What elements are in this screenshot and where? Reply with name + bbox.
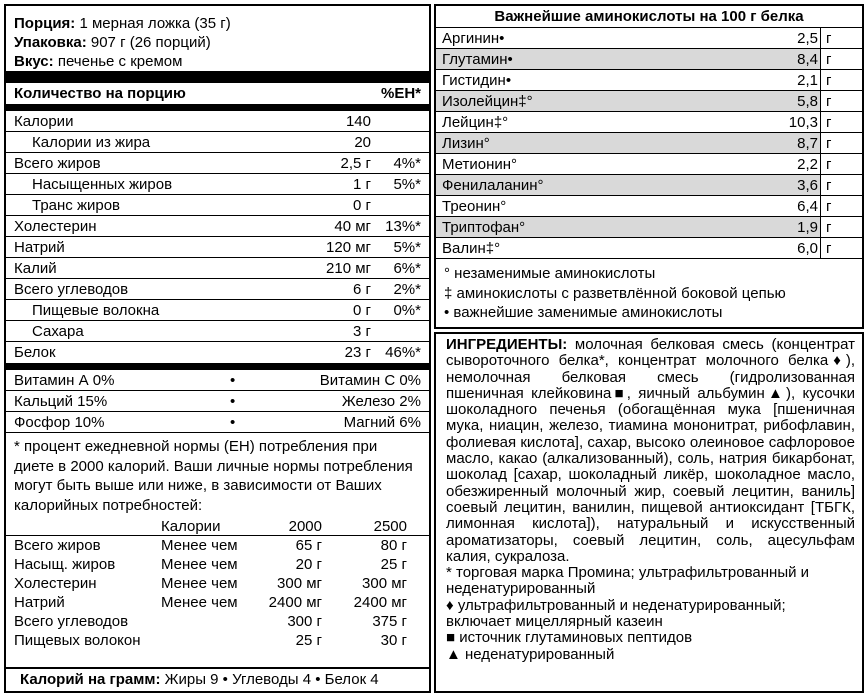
- nutrient-name: Калории: [14, 113, 74, 130]
- daily-value-cell: 30 г: [380, 632, 407, 649]
- amino-name: Валин‡°: [442, 240, 501, 257]
- ingredient-note: * торговая марка Промина; ультрафильтрованный и неденатурированный: [446, 564, 810, 598]
- amino-name: Метионин°: [442, 156, 518, 173]
- nutrient-percent: 6%*: [393, 260, 421, 277]
- daily-value-row: [6, 574, 429, 593]
- amino-name: Гистидин•: [442, 72, 512, 89]
- amino-unit: г: [826, 198, 832, 215]
- serving-info: [6, 6, 429, 71]
- ingredients-panel: [434, 332, 864, 693]
- amino-unit: г: [826, 177, 832, 194]
- vitamin-right: Магний 6%: [343, 414, 421, 431]
- nutrient-name: Калий: [14, 260, 57, 277]
- daily-value-row: [6, 612, 429, 631]
- amino-name: Лизин°: [442, 135, 490, 152]
- daily-value-cell: Всего углеводов: [14, 613, 129, 630]
- nutrient-name: Натрий: [14, 239, 65, 256]
- nutrient-amount: 23 г: [344, 344, 371, 361]
- vitamin-list: [6, 370, 429, 433]
- nutrient-percent: 5%*: [393, 239, 421, 256]
- daily-value-footnote: * процент ежедневной нормы (ЕН) потребления при диете в 2000 калорий. Ваши личные нормы потребления могут быть выше или ниже, в зависимости от Ваших калорийных потребностей:: [14, 438, 413, 514]
- nutrient-name: Всего углеводов: [14, 281, 129, 298]
- vitamin-right: Железо 2%: [341, 393, 421, 410]
- daily-value-cell: 65 г: [295, 537, 322, 554]
- nutrient-name: Сахара: [32, 323, 84, 340]
- nutrient-amount: 20: [354, 134, 371, 151]
- amino-unit: г: [826, 240, 832, 257]
- column-divider: [820, 217, 821, 237]
- nutrition-facts-panel: [4, 4, 431, 693]
- amino-name: Аргинин•: [442, 30, 505, 47]
- daily-value-cell: 300 г: [287, 613, 322, 630]
- amino-unit: г: [826, 30, 832, 47]
- amino-unit-cell: [820, 91, 862, 111]
- amino-unit-cell: [820, 238, 862, 258]
- nutrient-amount: 2,5 г: [340, 155, 371, 172]
- amino-value: 6,4: [797, 198, 818, 215]
- nutrient-row: [6, 216, 429, 237]
- per-serving-header: Количество на порцию %ЕН*: [14, 85, 421, 102]
- amino-unit-cell: [820, 196, 862, 216]
- ingredients-label: ИНГРЕДИЕНТЫ:: [446, 336, 568, 353]
- amino-list: [436, 28, 862, 259]
- daily-values-rows: [6, 536, 429, 650]
- amino-unit: г: [826, 93, 832, 110]
- nutrient-amount: 210 мг: [326, 260, 371, 277]
- nutrient-percent: 4%*: [393, 155, 421, 172]
- ingredient-note: ♦ ультрафильтрованный и неденатурированный; включает мицеллярный казеин: [446, 596, 786, 631]
- ingredients-text: ИНГРЕДИЕНТЫ: молочная белковая смесь (концентрат сывороточного белка*, концентрат молочного белка♦), немолочная белковая смесь (гидролизованная пшеничная клейковина■, яичный альбумин▲), кусочки шоколадного печенья (обогащённая мука [пшеничная мука, ниацин, железо, тиамина мононитрат, рибофлавин, фолиевая кислота], сахар, высоко олеиновое сафлоровое масло, какао (алкализованный), соль, натрия бикарбонат, шоколад [сахар, шоколадный ликёр, шоколадное масло, обезжиренный молочный жир, соевый лецитин, ваниль] соевый лецитин, ванилин, пищевой антиоксидант [ТБГК, лимонная кислота]), натуральный и искусственный ароматизаторы, соевый лецитин, соль, ацесульфам калия, сукралоза. * торговая марка Промина; ультрафильтрованный и неденатурированный ♦ ультрафильтрованный и неденатурированный; включает мицеллярный казеин ■ источник глутаминовых пептидов ▲ неденатурированный: [446, 336, 855, 663]
- nutrient-name: Транс жиров: [32, 197, 121, 214]
- nutrient-percent: 5%*: [393, 176, 421, 193]
- legend-nonessential: • важнейшие заменимые аминокислоты: [444, 304, 723, 321]
- column-divider: [820, 238, 821, 258]
- nutrient-amount: 140: [345, 113, 371, 130]
- daily-value-cell: Пищевых волокон: [14, 632, 141, 649]
- amino-name: Треонин°: [442, 198, 507, 215]
- nutrient-amount: 120 мг: [326, 239, 371, 256]
- daily-value-cell: Насыщ. жиров: [14, 556, 116, 573]
- daily-value-cell: 80 г: [380, 537, 407, 554]
- nutrient-row: [6, 321, 429, 342]
- daily-value-cell: Холестерин: [14, 575, 97, 592]
- nutrient-row: [6, 342, 429, 363]
- amino-value: 3,6: [797, 177, 818, 194]
- column-divider: [820, 70, 821, 90]
- divider-thin: [6, 104, 429, 111]
- amino-row: [436, 217, 862, 238]
- nutrient-row: [6, 279, 429, 300]
- nutrient-name: Белок: [14, 344, 56, 361]
- amino-row: [436, 112, 862, 133]
- amino-value: 2,1: [797, 72, 818, 89]
- daily-value-cell: 2400 мг: [268, 594, 322, 611]
- column-divider: [820, 28, 821, 48]
- legend-bcaa: ‡ аминокислоты с разветвлённой боковой цепью: [444, 284, 786, 302]
- amino-row: [436, 133, 862, 154]
- divider-thick: [6, 71, 429, 83]
- calories-per-gram: Калорий на грамм: Жиры 9 • Углеводы 4 • Белок 4: [6, 667, 429, 691]
- divider-thin: [6, 363, 429, 370]
- amino-unit: г: [826, 219, 832, 236]
- amino-row: [436, 91, 862, 112]
- amino-value: 2,2: [797, 156, 818, 173]
- amino-unit-cell: [820, 133, 862, 153]
- amino-value: 1,9: [797, 219, 818, 236]
- daily-value-row: [6, 536, 429, 555]
- amino-legend: [436, 259, 862, 323]
- nutrient-percent: 2%*: [393, 281, 421, 298]
- amino-row: [436, 154, 862, 175]
- daily-value-cell: Всего жиров: [14, 537, 101, 554]
- amino-name: Глутамин•: [442, 51, 513, 68]
- nutrient-amount: 0 г: [353, 197, 371, 214]
- nutrient-name: Всего жиров: [14, 155, 101, 172]
- amino-name: Изолейцин‡°: [442, 93, 533, 110]
- nutrient-row: [6, 174, 429, 195]
- nutrient-name: Холестерин: [14, 218, 97, 235]
- amino-row: [436, 49, 862, 70]
- nutrient-name: Пищевые волокна: [32, 302, 160, 319]
- daily-value-cell: Менее чем: [161, 594, 238, 611]
- amino-name: Лейцин‡°: [442, 114, 509, 131]
- amino-row: [436, 70, 862, 91]
- column-divider: [820, 196, 821, 216]
- nutrient-list: [6, 111, 429, 363]
- daily-value-cell: 25 г: [380, 556, 407, 573]
- column-divider: [820, 133, 821, 153]
- amino-unit: г: [826, 114, 832, 131]
- amino-unit-cell: [820, 70, 862, 90]
- nutrient-row: [6, 195, 429, 216]
- amino-unit: г: [826, 135, 832, 152]
- amino-unit: г: [826, 156, 832, 173]
- daily-value-cell: 20 г: [295, 556, 322, 573]
- amino-unit-cell: [820, 28, 862, 48]
- amino-unit-cell: [820, 112, 862, 132]
- amino-name: Фенилаланин°: [442, 177, 544, 194]
- nutrient-percent: 13%*: [385, 218, 421, 235]
- ingredient-note: ■ источник глутаминовых пептидов: [446, 629, 693, 647]
- ingredient-note: ▲ неденатурированный: [446, 645, 615, 663]
- daily-values-header: Калории 2000 2500: [6, 517, 429, 536]
- column-divider: [820, 91, 821, 111]
- vitamin-right: Витамин С 0%: [319, 372, 421, 389]
- amino-title: Важнейшие аминокислоты на 100 г белка: [436, 6, 862, 28]
- legend-essential: ° незаменимые аминокислоты: [444, 265, 656, 282]
- nutrient-row: [6, 111, 429, 132]
- daily-value-cell: Менее чем: [161, 575, 238, 592]
- amino-value: 8,4: [797, 51, 818, 68]
- amino-unit: г: [826, 51, 832, 68]
- vitamin-row: [6, 412, 429, 433]
- daily-value-cell: 25 г: [295, 632, 322, 649]
- amino-row: [436, 196, 862, 217]
- vitamin-left: Витамин А 0%: [14, 372, 115, 389]
- amino-row: [436, 28, 862, 49]
- amino-unit-cell: [820, 217, 862, 237]
- nutrient-amount: 6 г: [353, 281, 371, 298]
- daily-value-row: [6, 555, 429, 574]
- amino-unit-cell: [820, 175, 862, 195]
- nutrient-amount: 1 г: [353, 176, 371, 193]
- nutrient-row: [6, 237, 429, 258]
- amino-unit: г: [826, 72, 832, 89]
- column-divider: [820, 175, 821, 195]
- vitamin-left: Кальций 15%: [14, 393, 108, 410]
- nutrient-amount: 0 г: [353, 302, 371, 319]
- bullet-separator: •: [230, 372, 236, 389]
- nutrient-percent: 0%*: [393, 302, 421, 319]
- vitamin-row: [6, 370, 429, 391]
- nutrient-name: Насыщенных жиров: [32, 176, 173, 193]
- daily-value-cell: 375 г: [372, 613, 407, 630]
- amino-value: 6,0: [797, 240, 818, 257]
- daily-value-cell: Натрий: [14, 594, 65, 611]
- amino-unit-cell: [820, 154, 862, 174]
- bullet-separator: •: [230, 393, 236, 410]
- daily-value-cell: 2400 мг: [353, 594, 407, 611]
- flavor-line: Вкус: печенье с кремом: [14, 53, 183, 70]
- nutrient-row: [6, 300, 429, 321]
- amino-value: 2,5: [797, 30, 818, 47]
- nutrient-row: [6, 132, 429, 153]
- daily-value-cell: 300 мг: [277, 575, 322, 592]
- column-divider: [820, 112, 821, 132]
- amino-value: 8,7: [797, 135, 818, 152]
- bullet-separator: •: [230, 414, 236, 431]
- nutrient-amount: 3 г: [353, 323, 371, 340]
- amino-row: [436, 238, 862, 259]
- vitamin-row: [6, 391, 429, 412]
- nutrient-amount: 40 мг: [334, 218, 371, 235]
- nutrient-name: Калории из жира: [32, 134, 151, 151]
- amino-row: [436, 175, 862, 196]
- amino-unit-cell: [820, 49, 862, 69]
- nutrient-percent: 46%*: [385, 344, 421, 361]
- portion-line: Порция: 1 мерная ложка (35 г): [14, 15, 231, 32]
- vitamin-left: Фосфор 10%: [14, 414, 105, 431]
- package-line: Упаковка: 907 г (26 порций): [14, 34, 211, 51]
- daily-value-row: [6, 631, 429, 650]
- daily-value-cell: Менее чем: [161, 556, 238, 573]
- amino-name: Триптофан°: [442, 219, 526, 236]
- nutrient-row: [6, 258, 429, 279]
- nutrient-row: [6, 153, 429, 174]
- column-divider: [820, 154, 821, 174]
- amino-value: 5,8: [797, 93, 818, 110]
- daily-value-row: [6, 593, 429, 612]
- daily-value-cell: 300 мг: [362, 575, 407, 592]
- column-divider: [820, 49, 821, 69]
- daily-value-cell: Менее чем: [161, 537, 238, 554]
- amino-acids-panel: [434, 4, 864, 329]
- amino-value: 10,3: [788, 114, 818, 131]
- daily-values-table: [6, 517, 429, 650]
